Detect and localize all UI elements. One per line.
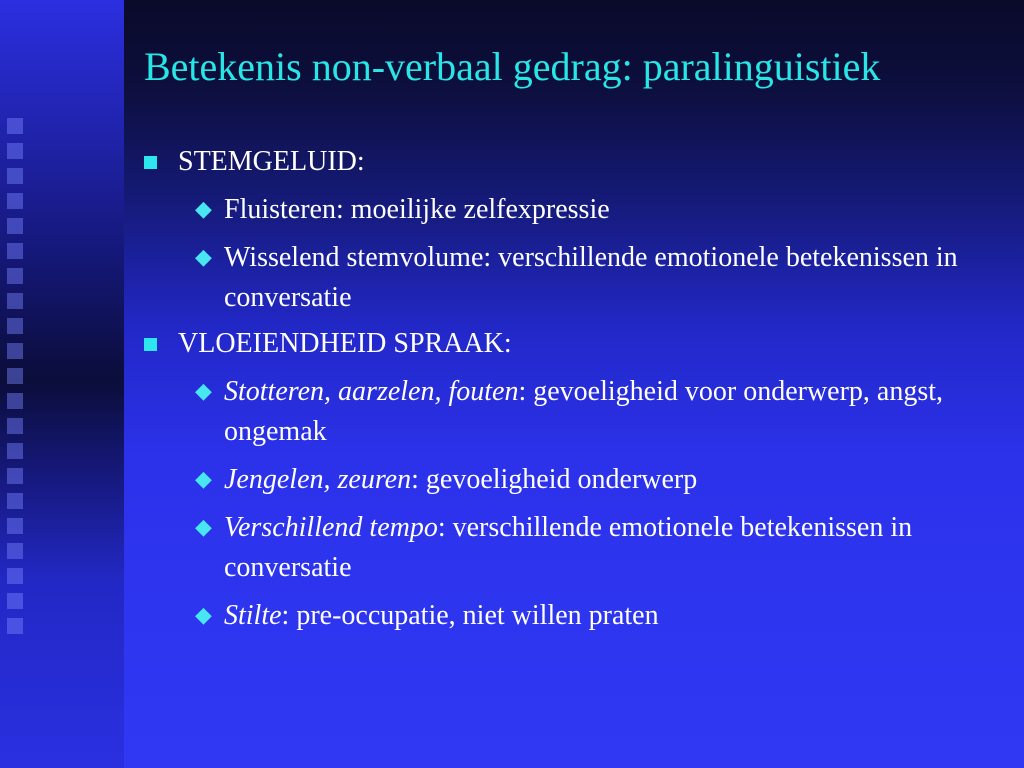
item-text: Wisselend stemvolume: verschillende emotionele betekenissen in conversatie [224, 242, 958, 313]
list-item [138, 596, 998, 636]
diamond-bullet-icon: ◆ [195, 379, 212, 404]
square-shape [7, 493, 23, 509]
list-item [138, 460, 998, 500]
diamond-bullet-icon: ◆ [195, 245, 212, 270]
item-italic-text: Jengelen, zeuren [224, 464, 412, 495]
square-shape [7, 468, 23, 484]
list-item [138, 508, 998, 588]
item-text: : gevoeligheid onderwerp [411, 464, 698, 495]
square-shape [7, 593, 23, 609]
diamond-bullet-icon: ◆ [195, 515, 212, 540]
slide-content [138, 136, 998, 636]
section-heading [138, 142, 998, 182]
square-shape [7, 418, 23, 434]
item-text: : pre-occupatie, niet willen praten [281, 600, 659, 631]
square-shape [7, 343, 23, 359]
square-shape [7, 568, 23, 584]
square-shape [7, 268, 23, 284]
list-item [138, 190, 998, 230]
square-shape [7, 193, 23, 209]
item-italic-text: Stotteren, aarzelen, fouten [224, 376, 519, 407]
diamond-bullet-icon: ◆ [195, 603, 212, 628]
square-shape [7, 293, 23, 309]
square-shape [7, 318, 23, 334]
square-shape [7, 368, 23, 384]
square-bullet-icon [144, 338, 157, 351]
list-item [138, 238, 998, 318]
square-bullet-icon [144, 156, 157, 169]
diamond-bullet-icon: ◆ [195, 467, 212, 492]
decorative-side-band [0, 0, 124, 768]
diamond-bullet-icon: ◆ [195, 197, 212, 222]
section-heading-text: VLOEIENDHEID SPRAAK: [178, 328, 512, 359]
square-shape [7, 218, 23, 234]
item-italic-text: Stilte [224, 600, 282, 631]
slide-title: Betekenis non-verbaal gedrag: paralinguistiek [144, 44, 881, 89]
item-text: Fluisteren: moeilijke zelfexpressie [224, 194, 610, 225]
square-shape [7, 443, 23, 459]
square-shape [7, 243, 23, 259]
square-shape [7, 618, 23, 634]
square-shape [7, 518, 23, 534]
list-item [138, 372, 998, 452]
decorative-squares [7, 118, 27, 643]
square-shape [7, 393, 23, 409]
square-shape [7, 168, 23, 184]
square-shape [7, 543, 23, 559]
square-shape [7, 118, 23, 134]
item-text: : verschillende emotionele betekenissen in conversatie [224, 512, 913, 583]
square-shape [7, 143, 23, 159]
item-text: : gevoeligheid voor onderwerp, angst, ongemak [224, 376, 944, 447]
section-heading [138, 324, 998, 364]
item-italic-text: Verschillend tempo [224, 512, 438, 543]
section-heading-text: STEMGELUID: [178, 146, 365, 177]
